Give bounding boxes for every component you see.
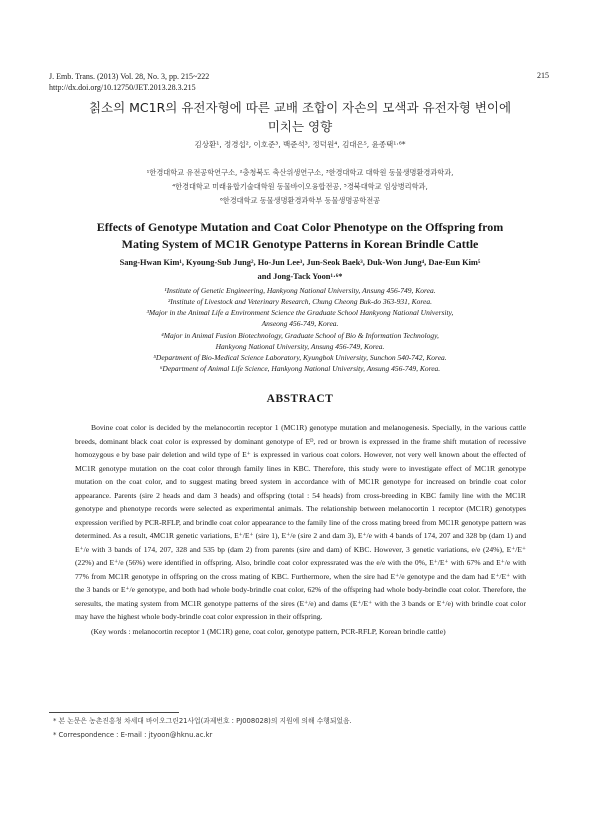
abstract-heading: ABSTRACT: [266, 393, 334, 405]
korean-affiliation-line-3: ⁶한경대학교 동물생명환경과학부 동물생명공학전공: [219, 196, 381, 205]
running-header: [49, 71, 209, 93]
english-affiliation-4: ⁴Major in Animal Fusion Biotechnology, Graduate School of Bio & Information Technology,: [161, 331, 439, 340]
english-affiliation-1: ¹Institute of Genetic Engineering, Hankyong National University, Ansung 456-749, Korea.: [164, 286, 436, 295]
journal-citation: J. Emb. Trans. (2013) Vol. 28, No. 3, pp. 215~222: [49, 72, 210, 81]
korean-title-line-1: 칡소의 MC1R의 유전자형에 따른 교배 조합이 자손의 모색과 유전자형 변이에: [88, 100, 512, 115]
funding-footnote: * 본 논문은 농촌진흥청 차세대 바이오그린21사업(과제번호 : PJ008028)의 지원에 의해 수행되었음.: [53, 717, 352, 725]
english-affiliation-2: ²Institute of Livestock and Veterinary Research, Chung Cheong Buk-do 363-931, Korea.: [168, 297, 432, 306]
english-authors-line-1: Sang-Hwan Kim¹, Kyoung-Sub Jung², Ho-Jun Lee³, Jun-Seok Baek³, Duk-Won Jung⁴, Dae-Eun Kim⁵: [119, 258, 481, 267]
keywords: (Key words : melanocortin receptor 1 (MC1R) gene, coat color, genotype pattern, PCR-RFLP, Korean brindle cattle): [91, 626, 446, 636]
english-authors-line-2: and Jong-Tack Yoon¹·⁶*: [257, 272, 343, 281]
english-affiliation-6: ⁶Department of Animal Life Science, Hankyong National University, Ansung 456-749, Korea.: [159, 364, 441, 373]
korean-affiliation-line-2: ⁴한경대학교 미래융합기술대학원 동물바이오융합전공, ⁵경북대학교 임상병리학과,: [172, 182, 428, 191]
korean-title-line-2: 미치는 영향: [267, 119, 333, 134]
page-number: 215: [537, 71, 549, 80]
korean-affiliation-line-1: ¹한경대학교 유전공학연구소, ²충청북도 축산위생연구소, ³한경대학교 대학원 동물생명환경과학과,: [146, 168, 454, 177]
english-title-line-2: Mating System of MC1R Genotype Patterns in Korean Brindle Cattle: [121, 237, 479, 251]
english-title-line-1: Effects of Genotype Mutation and Coat Color Phenotype on the Offspring from: [96, 220, 504, 234]
english-affiliation-4-cont: Hankyong National University, Ansung 456-749, Korea.: [215, 342, 385, 351]
footnote-divider: [49, 712, 179, 713]
abstract-paragraph: Bovine coat color is decided by the melanocortin receptor 1 (MC1R) genotype mutation and melanogenesis. Specially, in the various cattle breeds, dominant black coat color is expressed by dominant genotype of Eᴰ, red or brown is expressed in the frame shift mutation of recessive homozygous e by base pair deletion and wild type of E⁺ is expressed in various coat colors. However, not very well known about the effected of MC1R genotype mutation on the coat color through family lines in KBC. Therefore, this study were to investigate effect of MC1R genotype mutation on the coat color, and to suggest mating breed system in accordance with of MC1R genotype for increased on brindle coat color appearance. Parents (sire 2 heads and dam 3 heads) and offspring (total : 54 heads) from cross-breeding in KBC family line with the MC1R genotype and phenotype records were selected as experimental animals. The relationship between melanocortin 1 receptor (MC1R) genotypes expression verified by PCR-RFLP, and brindle coat color appearance to the family line of the cross mating breed from MC1R genotype pattern was determined. As a result, 4MC1R genetic variations, E⁺/E⁺ (sire 1), E⁺/e (sire 2 and dam 3), E⁺/e with 4 bands of 174, 207 and 328 bp (dam 1) and E⁺/e with 3 bands of 174, 207, 328 and 535 bp (dam 2) from parents (sire and dam) of KBC. However, 3 genetic variations, e/e (24%), E⁺/E⁺ (22%) and E⁺/e (56%) were identified in offspring. Also, brindle coat color expressrated was the e/e with the 0%, E⁺/E⁺ with 67% and E⁺/e with 77% from MC1R genotype in offspring on the cross mating of KBC. Furthermore, when the sire had E⁺/e genotype and the dam had E⁺/E⁺ with the 3 bands or E⁺/e genotype, and both had whole body-brindle coat color, 62% of the offspring had whole body-brindle coat color. Therefore, the seresults, the mating system from MC1R genotype patterns of the sires (E⁺/e) and dams (E⁺/E⁺ with the 3 bands or E⁺/e) with brindle coat color may have the highest whole body-brindle coat color expression in their offspring.: [75, 423, 526, 621]
correspondence-footnote: * Correspondence : E-mail : jtyoon@hknu.ac.kr: [53, 731, 213, 739]
korean-authors: 김상환¹, 정경섭², 이호준³, 백준석³, 정덕원⁴, 김대은⁵, 윤종택¹·⁶*: [194, 140, 406, 149]
doi-link[interactable]: http://dx.doi.org/10.12750/JET.2013.28.3.215: [49, 83, 196, 92]
english-affiliation-3: ³Major in the Animal Life a Environment Science the Graduate School Hankyong National University,: [146, 308, 454, 317]
english-affiliation-5: ⁵Department of Bio-Medical Science Laboratory, Kyungbok University, Sunchon 540-742, Korea.: [153, 353, 447, 362]
english-affiliation-3-cont: Anseong 456-749, Korea.: [261, 319, 339, 328]
abstract-body: [75, 421, 526, 638]
